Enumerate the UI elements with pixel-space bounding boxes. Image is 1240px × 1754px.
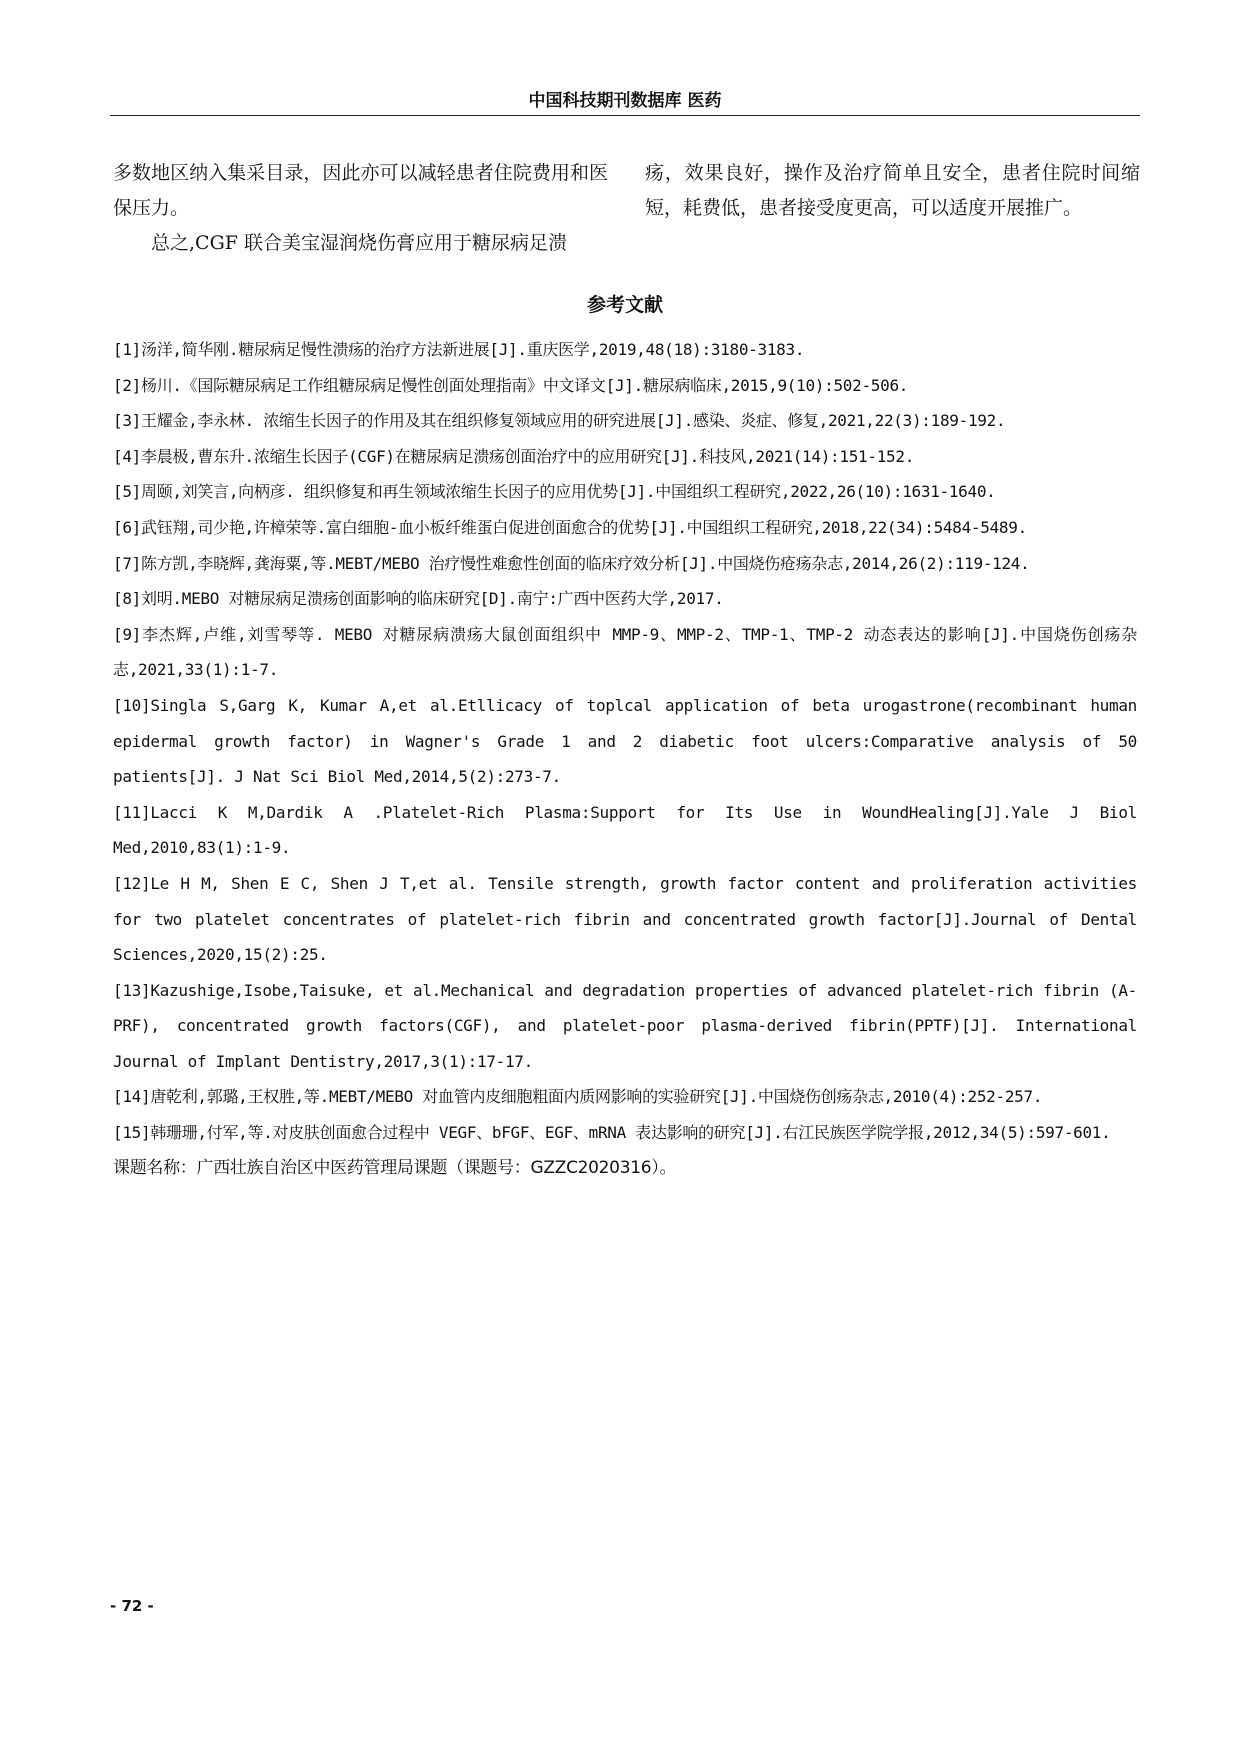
- body-paragraph: 疡，效果良好，操作及治疗简单且安全，患者住院时间缩短，耗费低，患者接受度更高，可以适度开展推广。: [645, 162, 1140, 219]
- body-paragraph: 多数地区纳入集采目录，因此亦可以减轻患者住院费用和医保压力。: [113, 162, 608, 219]
- reference-item: [5]周颐,刘笑言,向柄彦. 组织修复和再生领域浓缩生长因子的应用优势[J].中国组织工程研究,2022,26(10):1631-1640.: [113, 482, 996, 502]
- page-number: - 72 -: [110, 1597, 154, 1615]
- reference-item: [4]李晨极,曹东升.浓缩生长因子(CGF)在糖尿病足溃疡创面治疗中的应用研究[J].科技风,2021(14):151-152.: [113, 446, 915, 466]
- body-column-left: [113, 156, 608, 261]
- reference-item: [10]Singla S,Garg K, Kumar A,et al.Etllicacy of toplcal application of beta urogastrone(recombinant human epidermal growth factor) in Wagner's Grade 1 and 2 diabetic foot ulcers:Comparative analysis of 50 patients[J]. J Nat Sci Biol Med,2014,5(2):273-7.: [113, 695, 1137, 787]
- reference-item: [9]李杰辉,卢维,刘雪琴等. MEBO 对糖尿病溃疡大鼠创面组织中 MMP-9、MMP-2、TMP-1、TMP-2 动态表达的影响[J].中国烧伤创疡杂志,2021,33(1):1-7.: [113, 624, 1137, 680]
- reference-item: [1]汤洋,简华刚.糖尿病足慢性溃疡的治疗方法新进展[J].重庆医学,2019,48(18):3180-3183.: [113, 340, 805, 359]
- reference-list: [113, 332, 1137, 1186]
- body-paragraph: 总之,CGF 联合美宝湿润烧伤膏应用于糖尿病足溃: [151, 232, 567, 254]
- reference-item: [12]Le H M, Shen E C, Shen J T,et al. Tensile strength, growth factor content and proliferation activities for two platelet concentrates of platelet-rich fibrin and concentrated growth factor[J].Journal of Dental Sciences,2020,15(2):25.: [113, 873, 1137, 965]
- reference-item: [14]唐乾利,郭璐,王权胜,等.MEBT/MEBO 对血管内皮细胞粗面内质网影响的实验研究[J].中国烧伤创疡杂志,2010(4):252-257.: [113, 1087, 1043, 1107]
- journal-header: 中国科技期刊数据库 医药: [528, 91, 722, 111]
- body-column-right: [645, 156, 1140, 226]
- reference-item: [6]武钰翔,司少艳,许樟荣等.富白细胞-血小板纤维蛋白促进创面愈合的优势[J].中国组织工程研究,2018,22(34):5484-5489.: [113, 517, 1027, 537]
- reference-item: [2]杨川.《国际糖尿病足工作组糖尿病足慢性创面处理指南》中文译文[J].糖尿病临床,2015,9(10):502-506.: [113, 375, 909, 395]
- reference-item: [3]王耀金,李永林. 浓缩生长因子的作用及其在组织修复领域应用的研究进展[J].感染、炎症、修复,2021,22(3):189-192.: [113, 411, 1006, 431]
- reference-item: [7]陈方凯,李晓辉,龚海粟,等.MEBT/MEBO 治疗慢性难愈性创面的临床疗效分析[J].中国烧伤疮疡杂志,2014,26(2):119-124.: [113, 553, 1030, 573]
- reference-item: [11]Lacci K M,Dardik A .Platelet-Rich Plasma:Support for Its Use in WoundHealing[J].Yale J Biol Med,2010,83(1):1-9.: [113, 802, 1137, 858]
- header-rule: [110, 115, 1140, 116]
- reference-item: [8]刘明.MEBO 对糖尿病足溃疡创面影响的临床研究[D].南宁:广西中医药大学,2017.: [113, 589, 724, 609]
- funding-note: 课题名称：广西壮族自治区中医药管理局课题（课题号：GZZC2020316）。: [113, 1157, 677, 1178]
- reference-item: [13]Kazushige,Isobe,Taisuke, et al.Mechanical and degradation properties of advanced platelet-rich fibrin (A-PRF), concentrated growth factors(CGF), and platelet-poor plasma-derived fibrin(PPTF)[J]. International Journal of Implant Dentistry,2017,3(1):17-17.: [113, 980, 1137, 1071]
- reference-item: [15]韩珊珊,付军,等.对皮肤创面愈合过程中 VEGF、bFGF、EGF、mRNA 表达影响的研究[J].右江民族医学院学报,2012,34(5):597-601.: [113, 1123, 1111, 1143]
- references-title: 参考文献: [586, 294, 663, 316]
